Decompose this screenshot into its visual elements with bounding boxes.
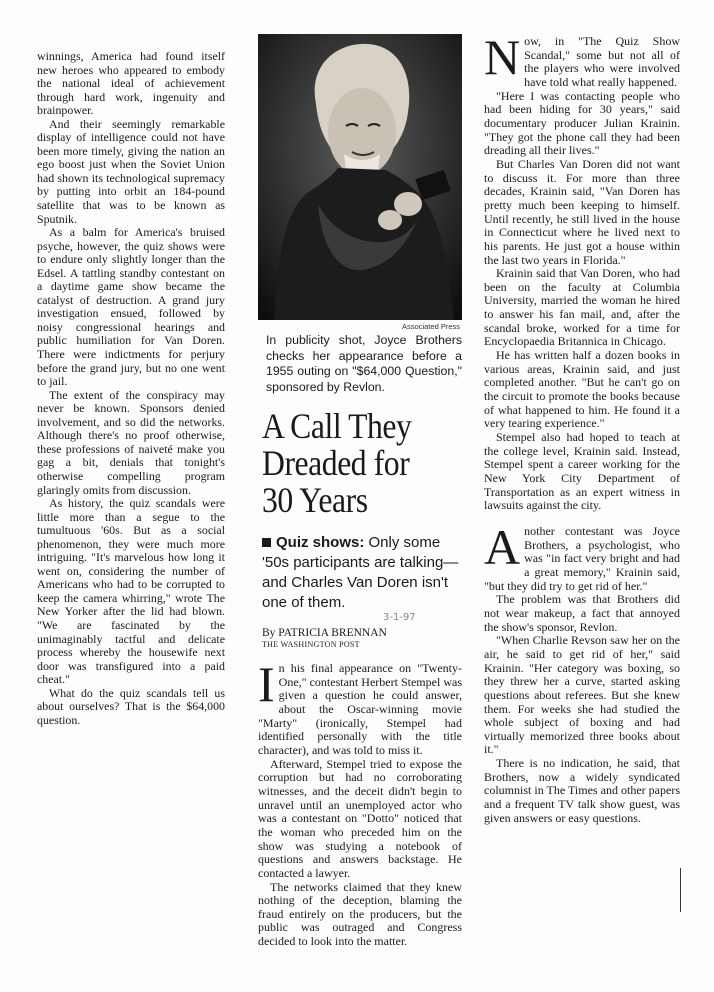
drop-cap: N	[484, 29, 521, 85]
body-paragraph: "When Charlie Revson saw her on the air, he said to get rid of her," said Krainin. "Her category was boxing, so they threw her a curve, started asking questions about referees. But she knew them. For weeks she had studied the whole subject of boxing and had virtually memorized three books about it."	[484, 633, 680, 757]
photo-credit: Associated Press	[402, 322, 460, 331]
body-paragraph: There is no indication, he said, that Brothers, now a widely syndicated columnist in The Times and other papers and a frequent TV talk show guest, was given answers or easy questions.	[484, 756, 680, 825]
deck	[262, 533, 462, 613]
article-column-2	[258, 656, 462, 949]
body-paragraph: The extent of the conspiracy may never be known. Sponsors denied involvement, and so did the networks. Although there's no proof otherwise, these professions of naiveté make you gag a bit, denials that tonight's otherwise compelling program glaringly omits from discussion.	[37, 387, 225, 497]
body-paragraph: As a balm for America's bruised psyche, however, the quiz shows were to endure only slightly longer than the Edsel. A tattling standby contestant on a daytime game show became the catalyst of destruction. A grand jury investigation ensued, followed by noisy congressional hearings and public humiliation for Van Doren. There were indictments for perjury before the grand jury, but no one went to jail.	[37, 225, 225, 389]
body-paragraph: The problem was that Brothers did not wear makeup, a fact that annoyed the show's sponsor, Revlon.	[484, 592, 680, 634]
body-paragraph: He has written half a dozen books in various areas, Krainin said, and just completed another. "But he can't go on the circuit to promote the books because of what happened to him. He found it a very tearing experience."	[484, 348, 680, 431]
headline: A Call They Dreaded for 30 Years	[262, 406, 412, 520]
byline-affiliation: THE WASHINGTON POST	[262, 640, 360, 649]
body-paragraph: Stempel also had hoped to teach at the college level, Krainin said. Instead, Stempel spent a career working for the New York City Department of Transportation as an expert witness in lawsuits against the city.	[484, 430, 680, 513]
byline: By PATRICIA BRENNAN	[262, 627, 387, 639]
photo-illustration	[258, 34, 462, 320]
body-paragraph: winnings, America had found itself new heroes who appeared to embody the national ideal of achievement through hard work, ingenuity and brainpower.	[37, 49, 225, 118]
body-paragraph: As history, the quiz scandals were little more than a segue to the tumultuous '60s. But as a social phenomenon, they were much more intriguing. "It's marvelous how long it went on, considering the number of Americans who had to be corrupted to keep the camera whirring," wrote The New Yorker after the lid had blown. "We are fascinated by the unimaginably tactful and delicate process whereby the housewife next door was transfigured into a paid cheat."	[37, 496, 225, 687]
lead-text: nother contestant was Joyce Brothers, a psychologist, who was "in fact very bright and had a great memory," Krainin said, "but they did try to get rid of her."	[484, 523, 680, 593]
lead-text: n his final appearance on "Twenty-One," contestant Herbert Stempel was given a question he could answer, about the Oscar-winning movie "Marty" (ironically, Stempel had identified personally with the title character), and was told to miss it.	[258, 661, 462, 757]
lead-text: ow, in "The Quiz Show Scandal," some but not all of the players who were involved have told what really happened.	[524, 34, 680, 89]
handwritten-date: 3-1-97	[383, 612, 416, 623]
body-paragraph: And their seemingly remarkable display of intelligence could not have been more timely, giving the nation an ego boost just when the Soviet Union had shown its technological supremacy by putting into orbit an 184-pound satellite that was to be known as Sputnik.	[37, 116, 225, 226]
photo-joyce-brothers	[258, 34, 462, 320]
body-paragraph: "Here I was contacting people who had been hiding for 30 years," said documentary producer Julian Krainin. "They got the phone call they had been dreading all their lives."	[484, 88, 680, 158]
deck-text: Only some '50s participants are talking—and Charles Van Doren isn't one of them.	[262, 534, 459, 611]
body-paragraph: Krainin said that Van Doren, who had been on the faculty at Columbia University, married the woman he hired to answer his fan mail, and, after the scandal broke, worked for a time for Encyclopaedia Britannica in Chicago.	[484, 266, 680, 349]
lead-paragraph	[258, 656, 462, 758]
square-bullet-icon	[262, 538, 271, 547]
body-paragraph: The networks claimed that they knew nothing of the deception, blaming the fraud entirely on the producers, but the public was outraged and Congress decided to look into the matter.	[258, 879, 462, 949]
article-column-1	[37, 50, 225, 727]
deck-lead: Quiz shows:	[276, 534, 365, 551]
column-rule	[680, 868, 681, 912]
section-lead-paragraph	[484, 518, 680, 593]
photo-caption: In publicity shot, Joyce Brothers checks her appearance before a 1955 outing on "$64,000 Question," sponsored by Revlon.	[266, 333, 462, 394]
drop-cap: I	[258, 656, 275, 712]
body-paragraph: But Charles Van Doren did not want to discuss it. For more than three decades, Krainin said, "Van Doren has pretty much been keeping to himself. Until recently, he still lived in the house in Connecticut where he lived next to his parents. He just got a house within the last two years in Florida."	[484, 156, 680, 267]
section-lead-paragraph	[484, 29, 680, 90]
article-column-3	[484, 29, 680, 825]
body-paragraph: What do the quiz scandals tell us about ourselves? That is the $64,000 question.	[37, 685, 225, 727]
body-paragraph: Afterward, Stempel tried to expose the corruption but had no corroborating witnesses, and the deceit didn't begin to unravel until an unemployed actor who was a contestant on "Dotto" noticed that the woman who preceded him on the show was studying a notebook of questions and answers backstage. He contacted a lawyer.	[258, 756, 462, 880]
drop-cap: A	[484, 518, 521, 575]
